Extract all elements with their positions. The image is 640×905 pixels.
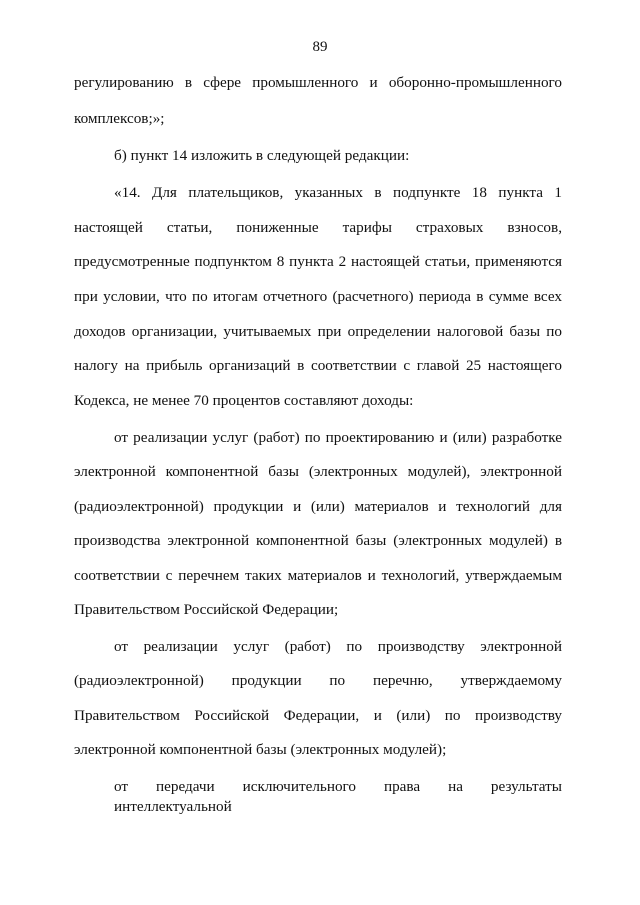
text-line: б) пункт 14 изложить в следующей редакции: [114, 147, 410, 164]
text-line: производства электронной компонентной базы (электронных модулей) в [74, 532, 562, 549]
text-line: от реализации услуг (работ) по проектированию и (или) разработке [114, 429, 562, 446]
text-line: предусмотренные подпунктом 8 пункта 2 настоящей статьи, применяются [74, 253, 562, 270]
text-line: Кодекса, не менее 70 процентов составляют доходы: [74, 392, 414, 409]
text-line: электронной компонентной базы (электронных модулей), электронной [74, 463, 562, 480]
text-line: Правительством Российской Федерации, и (или) по производству [74, 707, 562, 724]
text-line: настоящей статьи, пониженные тарифы страховых взносов, [74, 219, 562, 236]
text-line: доходов организации, учитываемых при определении налоговой базы по [74, 323, 562, 340]
text-line: «14. Для плательщиков, указанных в подпункте 18 пункта 1 [114, 184, 562, 201]
text-line: регулированию в сфере промышленного и оборонно-промышленного [74, 74, 562, 91]
text-line: от передачи исключительного права на результаты интеллектуальной [114, 778, 562, 815]
text-line: Правительством Российской Федерации; [74, 601, 339, 618]
text-line: (радиоэлектронной) продукции по перечню, утверждаемому [74, 672, 562, 689]
text-line: электронной компонентной базы (электронных модулей); [74, 741, 447, 758]
text-line: (радиоэлектронной) продукции и (или) материалов и технологий для [74, 498, 562, 515]
page-number: 89 [312, 39, 328, 55]
text-line: соответствии с перечнем таких материалов и технологий, утверждаемым [74, 567, 562, 584]
text-line: при условии, что по итогам отчетного (расчетного) периода в сумме всех [74, 288, 562, 305]
text-line: от реализации услуг (работ) по производству электронной [114, 638, 562, 655]
text-line: налогу на прибыль организаций в соответствии с главой 25 настоящего [74, 357, 562, 374]
text-line: комплексов;»; [74, 110, 165, 127]
